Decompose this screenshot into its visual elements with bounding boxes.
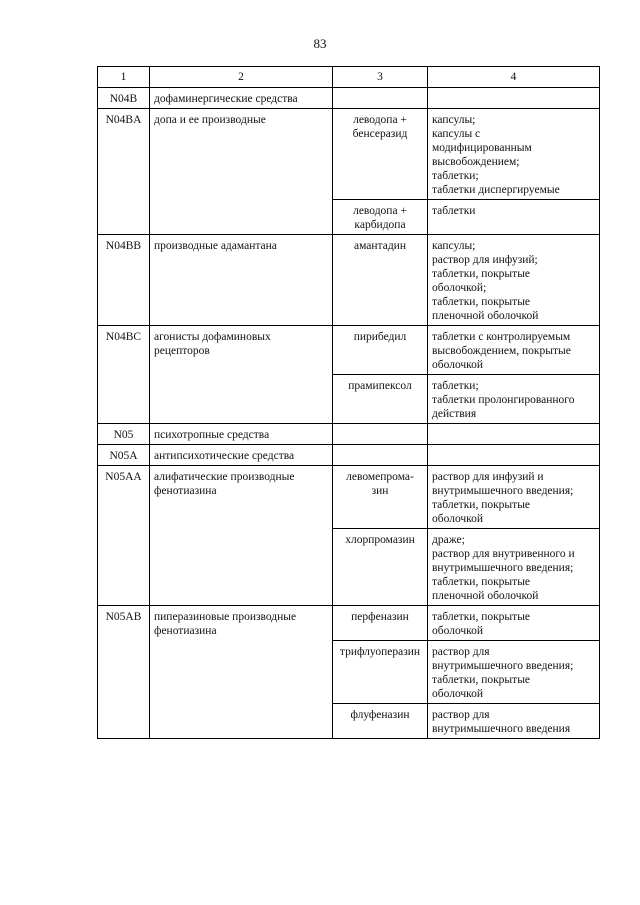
dosage-forms-line: таблетки диспергируемые [432, 184, 560, 196]
table-row [98, 424, 600, 445]
drug-name-line: прамипексол [348, 380, 412, 392]
drug-name-line: пирибедил [353, 331, 407, 343]
drug-name-line: левомепрома- [346, 471, 414, 483]
table-row [98, 445, 600, 466]
drug-name [333, 529, 428, 606]
drug-name [333, 641, 428, 704]
atc-code: N04BB [98, 235, 150, 326]
drug-name [333, 235, 428, 326]
drug-classification-table [97, 66, 600, 739]
dosage-forms-line: драже; [432, 534, 465, 546]
dosage-forms-line: таблетки; [432, 170, 479, 182]
drug-name [333, 704, 428, 739]
column-header: 1 [98, 67, 150, 88]
dosage-forms [428, 326, 600, 375]
dosage-forms-line: раствор для [432, 646, 490, 658]
group-name [150, 88, 333, 109]
drug-name [333, 326, 428, 375]
dosage-forms-line: таблетки, покрытые [432, 296, 531, 308]
atc-code: N05AA [98, 466, 150, 606]
drug-name-line: перфеназин [351, 611, 409, 623]
table-row [98, 606, 600, 641]
drug-name-line: трифлуоперазин [339, 646, 421, 658]
drug-name-line: леводопа + [353, 205, 407, 217]
group-name [150, 326, 333, 424]
drug-name [333, 109, 428, 200]
dosage-forms-line: таблетки, покрытые [432, 499, 531, 511]
group-name-line: рецепторов [154, 345, 210, 357]
dosage-forms-line: высвобождением; [432, 156, 520, 168]
drug-name [333, 606, 428, 641]
column-header: 3 [333, 67, 428, 88]
dosage-forms [428, 200, 600, 235]
group-name [150, 606, 333, 739]
drug-name [333, 88, 428, 109]
dosage-forms [428, 466, 600, 529]
group-name [150, 109, 333, 235]
dosage-forms-line: таблетки [432, 205, 476, 217]
dosage-forms-line: оболочкой [432, 513, 484, 525]
table-row [98, 235, 600, 326]
dosage-forms-line: оболочкой [432, 688, 484, 700]
dosage-forms-line: пленочной оболочкой [432, 310, 539, 322]
dosage-forms [428, 529, 600, 606]
atc-code: N04B [98, 88, 150, 109]
group-name [150, 424, 333, 445]
atc-code: N04BA [98, 109, 150, 235]
group-name-line: допа и ее производные [154, 114, 266, 126]
dosage-forms-line: таблетки, покрытые [432, 674, 531, 686]
dosage-forms-line: внутримышечного введения; [432, 660, 574, 672]
drug-name-line: амантадин [354, 240, 406, 252]
dosage-forms-line: высвобождением, покрытые [432, 345, 571, 357]
column-header: 2 [150, 67, 333, 88]
dosage-forms-line: действия [432, 408, 477, 420]
atc-code: N05AB [98, 606, 150, 739]
dosage-forms-line: внутримышечного введения [432, 723, 571, 735]
dosage-forms-line: оболочкой [432, 625, 484, 637]
drug-name [333, 200, 428, 235]
table-row [98, 88, 600, 109]
group-name [150, 466, 333, 606]
table-row [98, 466, 600, 529]
dosage-forms [428, 109, 600, 200]
dosage-forms [428, 424, 600, 445]
drug-name-line: хлорпромазин [345, 534, 415, 546]
dosage-forms [428, 88, 600, 109]
dosage-forms-line: раствор для инфузий; [432, 254, 538, 266]
drug-name-line: карбидопа [354, 219, 406, 231]
group-name-line: алифатические производные [154, 471, 295, 483]
dosage-forms [428, 704, 600, 739]
group-name [150, 445, 333, 466]
drug-name-line: леводопа + [353, 114, 407, 126]
dosage-forms-line: раствор для инфузий и [432, 471, 544, 483]
dosage-forms-line: внутримышечного введения; [432, 562, 574, 574]
group-name-line: производные адамантана [154, 240, 277, 252]
drug-name [333, 445, 428, 466]
dosage-forms [428, 445, 600, 466]
dosage-forms [428, 375, 600, 424]
dosage-forms-line: таблетки пролонгированного [432, 394, 575, 406]
table-row [98, 109, 600, 200]
dosage-forms-line: внутримышечного введения; [432, 485, 574, 497]
drug-name [333, 375, 428, 424]
group-name-line: фенотиазина [154, 625, 217, 637]
dosage-forms-line: модифицированным [432, 142, 532, 154]
dosage-forms-line: таблетки с контролируемым [432, 331, 571, 343]
group-name-line: антипсихотические средства [154, 450, 295, 462]
group-name-line: агонисты дофаминовых [154, 331, 271, 343]
group-name-line: психотропные средства [154, 429, 270, 441]
dosage-forms-line: оболочкой [432, 359, 484, 371]
group-name-line: дофаминергические средства [154, 93, 298, 105]
dosage-forms-line: раствор для [432, 709, 490, 721]
atc-code: N04BC [98, 326, 150, 424]
dosage-forms-line: капсулы с [432, 128, 481, 140]
group-name-line: пиперазиновые производные [154, 611, 297, 623]
dosage-forms-line: таблетки, покрытые [432, 576, 531, 588]
page-number: 83 [313, 36, 327, 51]
column-header: 4 [428, 67, 600, 88]
header-row [98, 67, 600, 88]
dosage-forms [428, 606, 600, 641]
atc-code: N05 [98, 424, 150, 445]
dosage-forms-line: таблетки, покрытые [432, 611, 531, 623]
dosage-forms-line: пленочной оболочкой [432, 590, 539, 602]
group-name-line: фенотиазина [154, 485, 217, 497]
drug-name-line: бенсеразид [352, 128, 408, 140]
dosage-forms-line: таблетки; [432, 380, 479, 392]
drug-name-line: зин [371, 485, 389, 497]
dosage-forms [428, 235, 600, 326]
dosage-forms-line: капсулы; [432, 240, 476, 252]
group-name [150, 235, 333, 326]
dosage-forms-line: раствор для внутривенного и [432, 548, 575, 560]
drug-name-line: флуфеназин [350, 709, 410, 721]
dosage-forms-line: оболочкой; [432, 282, 487, 294]
atc-code: N05A [98, 445, 150, 466]
dosage-forms-line: таблетки, покрытые [432, 268, 531, 280]
table-row [98, 326, 600, 375]
drug-name [333, 424, 428, 445]
drug-name [333, 466, 428, 529]
dosage-forms [428, 641, 600, 704]
dosage-forms-line: капсулы; [432, 114, 476, 126]
